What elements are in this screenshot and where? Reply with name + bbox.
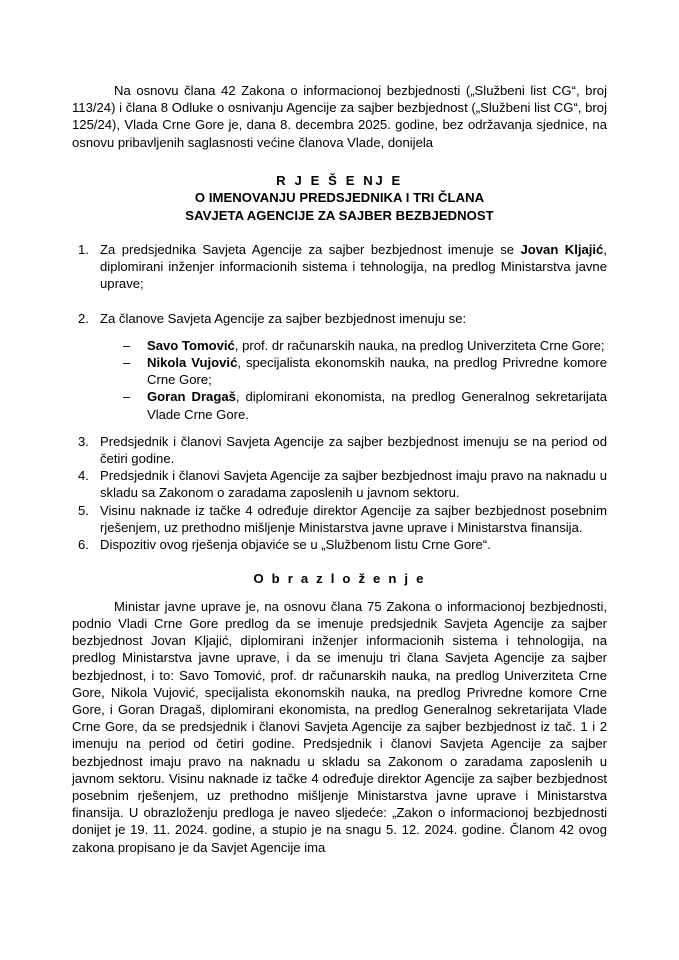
spacer-after-members <box>72 423 607 433</box>
list-item-3-number: 3. <box>78 433 89 449</box>
list-item-1-text-after: , diplomirani inženjer informacionih sistema i tehnologija, na predlog Ministarstva javne uprave; <box>100 242 607 292</box>
list-item-3-text: Predsjednik i članovi Savjeta Agencije za sajber bezbjednost imenuju se na period od četiri godine. <box>100 433 607 467</box>
title-line-rjesenje: R J E Š E NJ E <box>276 172 403 188</box>
list-item-5-text: Visinu naknade iz tačke 4 određuje direktor Agencije za sajber bezbjednost posebnim rješenjem, uz prethodno mišljenje Ministarstva javne uprave i Ministarstva finansija. <box>100 502 607 535</box>
dispositive-list <box>72 241 607 553</box>
spacer-after-title <box>72 224 607 241</box>
list-item-2 <box>72 310 607 327</box>
title-line-subject-1: O IMENOVANJU PREDSJEDNIKA I TRI ČLANA <box>194 190 485 206</box>
member-2-name: Nikola Vujović <box>147 355 238 371</box>
member-2-dash: – <box>123 355 131 371</box>
spacer-before-members <box>72 327 607 337</box>
member-item-3 <box>119 388 607 422</box>
member-item-1 <box>119 337 607 354</box>
spacer-after-explanation-heading <box>72 588 607 598</box>
list-item-6-number: 6. <box>78 537 89 553</box>
list-item-4 <box>72 467 607 501</box>
list-item-1-name: Jovan Kljajić <box>520 242 604 258</box>
member-1-dash: – <box>123 337 131 353</box>
members-list <box>72 337 607 423</box>
list-item-6-text: Dispozitiv ovog rješenja objaviće se u „Službenom listu Crne Gore“. <box>100 537 491 553</box>
list-item-4-text: Predsjednik i članovi Savjeta Agencije za sajber bezbjednost imaju pravo na naknadu u skladu sa Zakonom o zaradama zaposlenih u javnom sektoru. <box>100 468 607 501</box>
list-item-2-text: Za članove Savjeta Agencije za sajber bezbjednost imenuju se: <box>100 310 467 326</box>
member-3-name: Goran Dragaš <box>147 389 236 405</box>
list-item-1 <box>72 241 607 293</box>
member-item-2 <box>119 354 607 388</box>
spacer-item-1-2 <box>72 293 607 310</box>
list-item-5 <box>72 502 607 536</box>
title-line-subject-2: SAVJETA AGENCIJE ZA SAJBER BEZBJEDNOST <box>185 207 494 223</box>
member-3-dash: – <box>123 389 131 405</box>
list-item-2-number: 2. <box>78 310 89 326</box>
list-item-4-number: 4. <box>78 468 89 484</box>
explanation-heading: O b r a z l o ž e n j e <box>253 571 426 587</box>
spacer-before-explanation <box>72 553 607 570</box>
member-3-description: , diplomirani ekonomista, na predlog Generalnog sekretarijata Vlade Crne Gore. <box>147 389 607 422</box>
list-item-5-number: 5. <box>78 502 89 518</box>
document-body <box>72 82 607 856</box>
member-2-description: , specijalista ekonomskih nauka, na predlog Privredne komore Crne Gore; <box>147 355 607 388</box>
explanation-paragraph: Ministar javne uprave je, na osnovu člana 75 Zakona o informacionoj bezbjednosti, podnio Vladi Crne Gore predlog da se imenuje predsjednik Savjeta Agencije za sajber bezbjednost Jovan Kljajić, diplomirani inženjer informacionih sistema i tehnologija, na predlog Ministarstva javne uprave, i da se imenuju tri člana Savjeta Agencije za sajber bezbjednost, i to: Savo Tomović, prof. dr računarskih nauka, na predlog Univerziteta Crne Gore, Nikola Vujović, specijalista ekonomskih nauka, na predlog Privredne komore Crne Gore, i Goran Dragaš, diplomirani ekonomista, na predlog Generalnog sekretarijata Vlade Crne Gore, da se predsjednik i članovi Savjeta Agencije za sajber bezbjednost iz tač. 1 i 2 imenuju na period od četiri godine. Predsjednik i članovi Savjeta Agencije za sajber bezbjednost imaju pravo na naknadu u skladu sa Zakonom o zaradama zaposlenih u javnom sektoru. Visinu naknade iz tačke 4 određuje direktor Agencije za sajber bezbjednost posebnim rješenjem, uz prethodno mišljenje Ministarstva javne uprave i Ministarstva finansija. U obrazloženju predloga je naveo sljedeće: „Zakon o informacionoj bezbjednosti donijet je 19. 11. 2024. godine, a stupio je na snagu 5. 12. 2024. godine. Članom 42 ovog zakona propisano je da Savjet Agencije ima <box>72 598 607 855</box>
intro-paragraph: Na osnovu člana 42 Zakona o informacionoj bezbjednosti („Službeni list CG“, broj 113/24) i člana 8 Odluke o osnivanju Agencije za sajber bezbjednost („Službeni list CG“, broj 125/24), Vlada Crne Gore je, dana 8. decembra 2025. godine, bez održavanja sjednice, na osnovu pribavljenih saglasnosti većine članova Vlade, donijela <box>72 83 607 150</box>
list-item-3 <box>72 433 607 467</box>
list-item-1-text-before: Za predsjednika Savjeta Agencije za sajber bezbjednost imenuje se <box>100 242 521 258</box>
list-item-1-number: 1. <box>78 242 89 258</box>
member-1-description: , prof. dr računarskih nauka, na predlog Univerziteta Crne Gore; <box>234 337 605 353</box>
member-1-name: Savo Tomović <box>147 337 235 353</box>
list-item-6 <box>72 536 607 553</box>
document-title <box>72 172 607 224</box>
